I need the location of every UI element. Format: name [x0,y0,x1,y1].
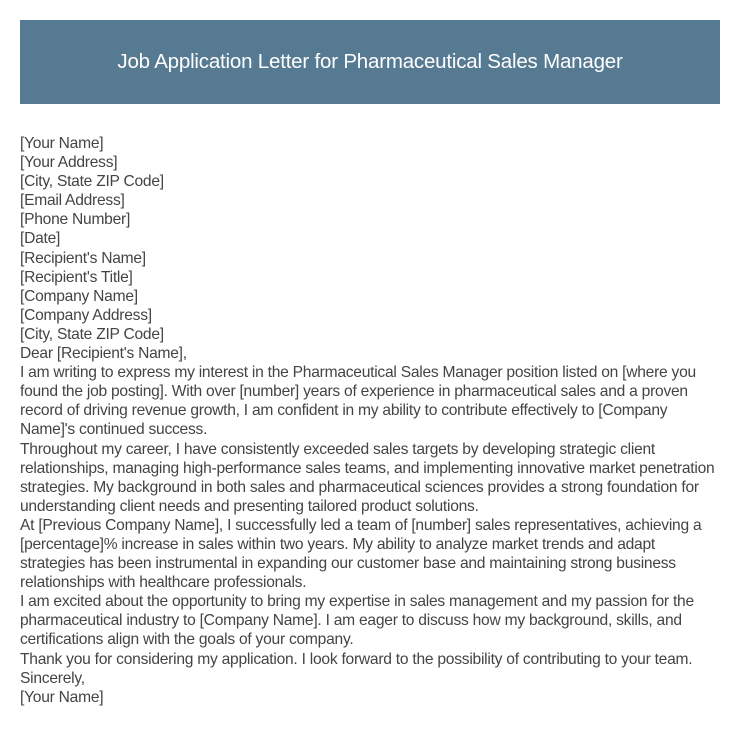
page-title: Job Application Letter for Pharmaceutical Sales Manager [117,50,623,73]
closing: Sincerely, [20,669,85,687]
paragraph-thanks: Thank you for considering my application. I look forward to the possibility of contributing to your team. [20,650,693,668]
recipient-company-address: [Company Address] [20,306,152,324]
paragraph-achievements: At [Previous Company Name], I successfully led a team of [number] sales representatives, achieving a [percentage]% increase in sales within two years. My ability to analyze market trends and adapt strategies has been instrumental in expanding our customer base and maintaining strong business relationships with healthcare professionals. [20,516,702,592]
sender-email: [Email Address] [20,192,125,210]
paragraph-intro: I am writing to express my interest in the Pharmaceutical Sales Manager position listed on [where you found the job posting]. With over [number] years of experience in pharmaceutical sales and a proven record of driving revenue growth, I am confident in my ability to contribute effectively to [Company Name]'s continued success. [20,364,696,439]
title-banner [20,20,720,104]
sender-name: [Your Name] [20,135,104,152]
recipient-city-state-zip: [City, State ZIP Code] [20,325,164,343]
letter-body [20,134,722,707]
letter-date: [Date] [20,230,61,248]
paragraph-career: Throughout my career, I have consistently exceeded sales targets by developing strategic client relationships, managing high-performance sales teams, and implementing innovative market penetration strategies. My background in both sales and pharmaceutical sciences provides a strong foundation for understanding client needs and presenting tailored product solutions. [20,440,715,515]
salutation: Dear [Recipient's Name], [20,345,187,363]
sender-address: [Your Address] [20,154,118,172]
paragraph-motivation: I am excited about the opportunity to bring my expertise in sales management and my passion for the pharmaceutical industry to [Company Name]. I am eager to discuss how my background, skills, and certifications align with the goals of your company. [20,593,694,649]
signature: [Your Name] [20,688,104,706]
recipient-company: [Company Name] [20,287,138,305]
sender-city-state-zip: [City, State ZIP Code] [20,173,164,191]
recipient-title: [Recipient's Title] [20,268,133,286]
recipient-name: [Recipient's Name] [20,249,146,267]
sender-phone: [Phone Number] [20,211,131,229]
